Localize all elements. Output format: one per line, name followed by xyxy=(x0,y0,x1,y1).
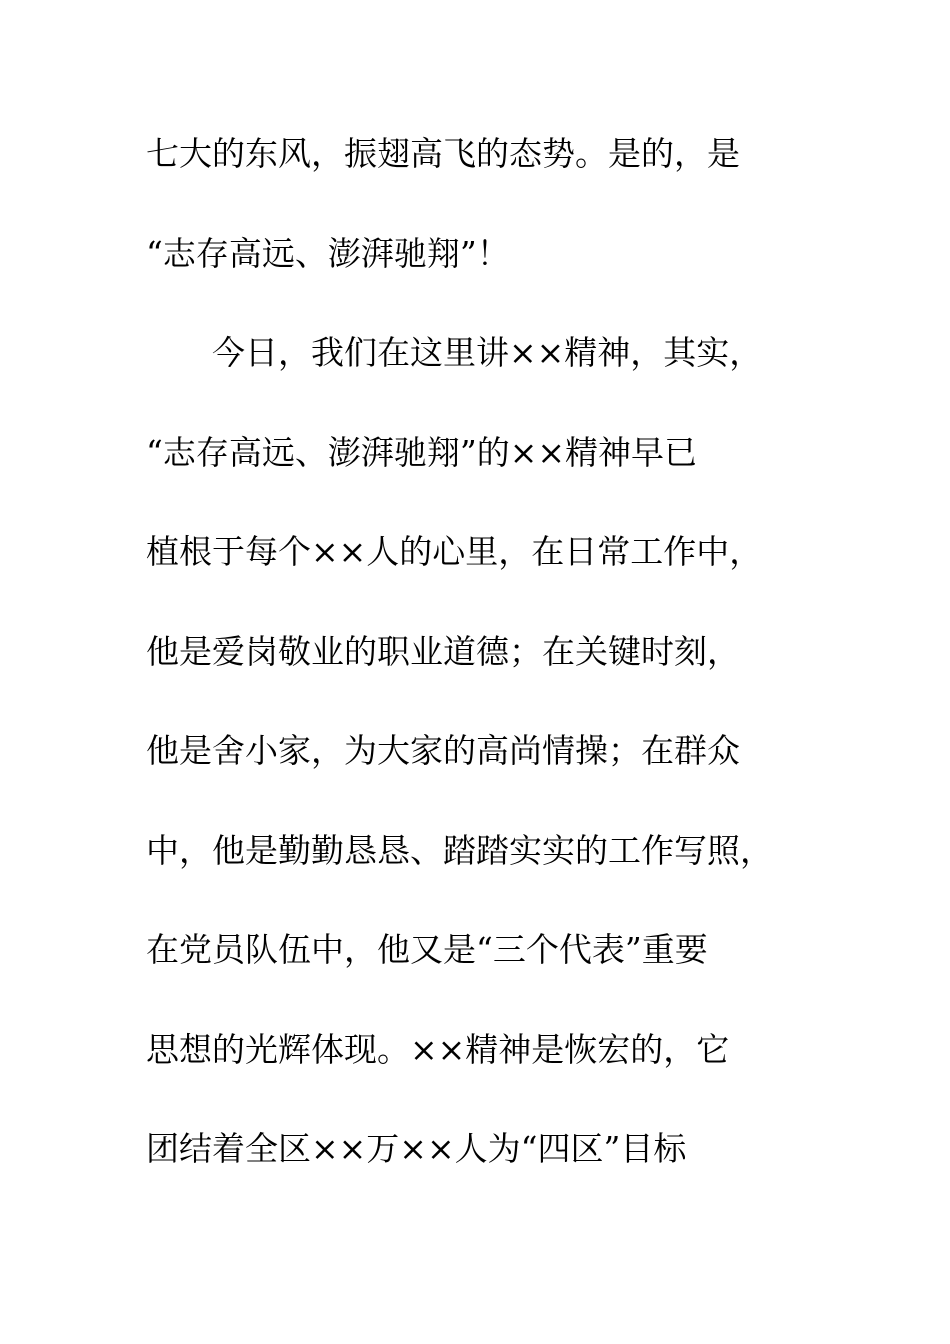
text-line-4: “志存高远、澎湃驰翔”的××精神早已 xyxy=(146,432,698,472)
text-line-6: 他是爱岗敬业的职业道德；在关键时刻， xyxy=(146,631,740,671)
text-line-8: 中，他是勤勤恳恳、踏踏实实的工作写照， xyxy=(146,830,773,870)
body-text xyxy=(146,124,806,1219)
text-line-1: 七大的东风，振翅高飞的态势。是的，是 xyxy=(146,134,740,173)
text-line-5: 植根于每个××人的心里，在日常工作中， xyxy=(146,532,763,571)
text-line-11: 团结着全区××万××人为“四区”目标 xyxy=(146,1129,687,1168)
text-line-2: “志存高远、澎湃驰翔”！ xyxy=(146,233,510,273)
text-line-10: 思想的光辉体现。××精神是恢宏的，它 xyxy=(146,1029,730,1069)
text-line-9: 在党员队伍中，他又是“三个代表”重要 xyxy=(146,930,708,969)
text-line-7: 他是舍小家，为大家的高尚情操；在群众 xyxy=(146,731,740,770)
text-line-3: 今日，我们在这里讲××精神，其实， xyxy=(146,333,763,372)
